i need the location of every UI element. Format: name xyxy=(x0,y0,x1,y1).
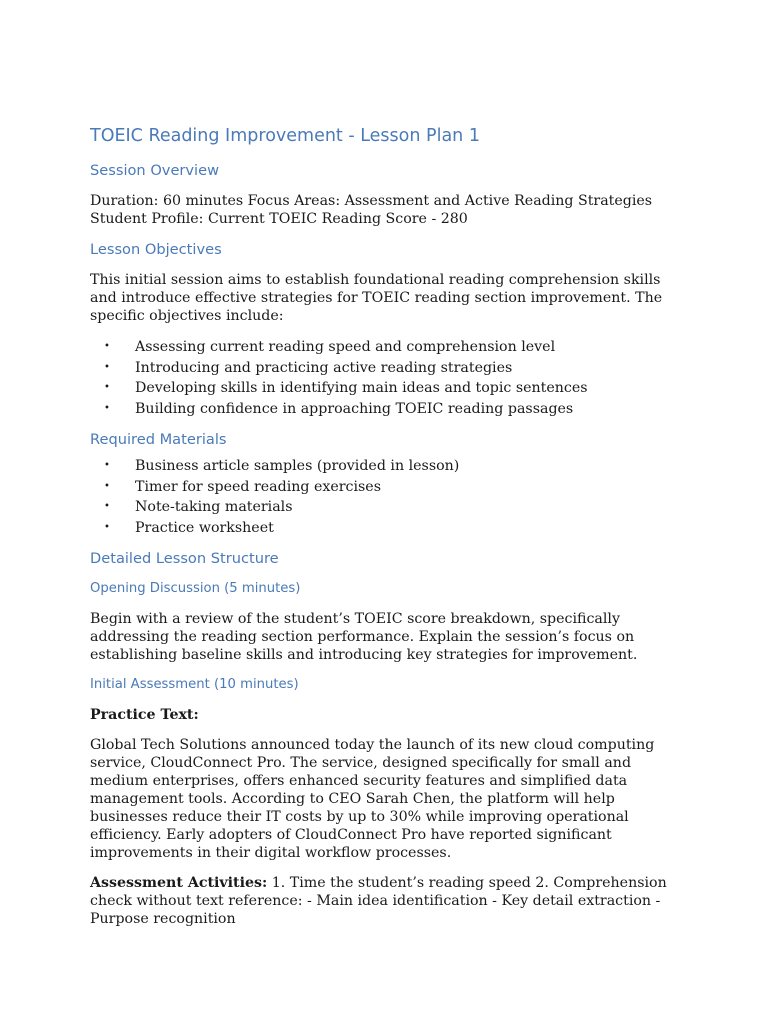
assessment-activities-label: Assessment Activities: xyxy=(90,875,268,891)
session-overview-text: Duration: 60 minutes Focus Areas: Assessment and Active Reading Strategies Student Profile: Current TOEIC Reading Score - 280 xyxy=(90,193,653,227)
bullet-icon: • xyxy=(104,480,110,492)
bullet-icon: • xyxy=(104,501,110,512)
materials-list xyxy=(90,456,680,538)
list-item-text: Business article samples (provided in lesson) xyxy=(135,458,460,474)
list-item-text: Introducing and practicing active reading strategies xyxy=(135,359,513,376)
session-overview-heading: Session Overview xyxy=(90,162,220,179)
document-title: TOEIC Reading Improvement - Lesson Plan 1 xyxy=(90,126,480,146)
detailed-structure-heading: Detailed Lesson Structure xyxy=(90,550,279,567)
bullet-icon: • xyxy=(104,402,110,414)
assessment-activities xyxy=(90,874,680,928)
opening-discussion-heading: Opening Discussion (5 minutes) xyxy=(90,581,301,596)
list-item-text: Building confidence in approaching TOEIC reading passages xyxy=(135,400,574,417)
list-item-text: Assessing current reading speed and comprehension level xyxy=(135,339,556,355)
list-item-text: Note-taking materials xyxy=(135,499,293,515)
initial-assessment-heading: Initial Assessment (10 minutes) xyxy=(90,677,299,692)
bullet-icon: • xyxy=(104,341,110,352)
list-item xyxy=(90,337,680,358)
list-item-text: Timer for speed reading exercises xyxy=(135,478,381,495)
list-item xyxy=(90,378,680,399)
list-item-text: Practice worksheet xyxy=(135,519,274,536)
document-page xyxy=(90,124,680,940)
list-item xyxy=(90,456,680,477)
bullet-icon: • xyxy=(104,521,110,533)
bullet-icon: • xyxy=(104,361,110,373)
practice-text-label: Practice Text: xyxy=(90,707,199,723)
opening-discussion-text: Begin with a review of the student’s TOEIC score breakdown, specifically addressing the reading section performance. Explain the session’s focus on establishing baseline skills and introducing key strategies for improvement. xyxy=(90,611,638,663)
list-item xyxy=(90,358,680,379)
list-item xyxy=(90,477,680,498)
lesson-objectives-heading: Lesson Objectives xyxy=(90,241,222,258)
list-item-text: Developing skills in identifying main ideas and topic sentences xyxy=(135,380,588,396)
bullet-icon: • xyxy=(104,382,110,393)
list-item xyxy=(90,399,680,420)
objectives-list xyxy=(90,337,680,419)
practice-text-body: Global Tech Solutions announced today the launch of its new cloud computing service, CloudConnect Pro. The service, designed specifically for small and medium enterprises, offers enhanced security features and simplified data management tools. According to CEO Sarah Chen, the platform will help businesses reduce their IT costs by up to 30% while improving operational efficiency. Early adopters of CloudConnect Pro have reported significant improvements in their digital workflow processes. xyxy=(90,737,655,861)
assessment-activities-text: 1. Time the student’s reading speed 2. Comprehension check without text reference: - Main idea identification - Key detail extraction - Purpose recognition xyxy=(90,875,667,927)
list-item xyxy=(90,518,680,539)
list-item xyxy=(90,497,680,518)
bullet-icon: • xyxy=(104,460,110,471)
required-materials-heading: Required Materials xyxy=(90,431,227,448)
lesson-objectives-intro: This initial session aims to establish foundational reading comprehension skills and introduce effective strategies for TOEIC reading section improvement. The specific objectives include: xyxy=(90,272,663,324)
